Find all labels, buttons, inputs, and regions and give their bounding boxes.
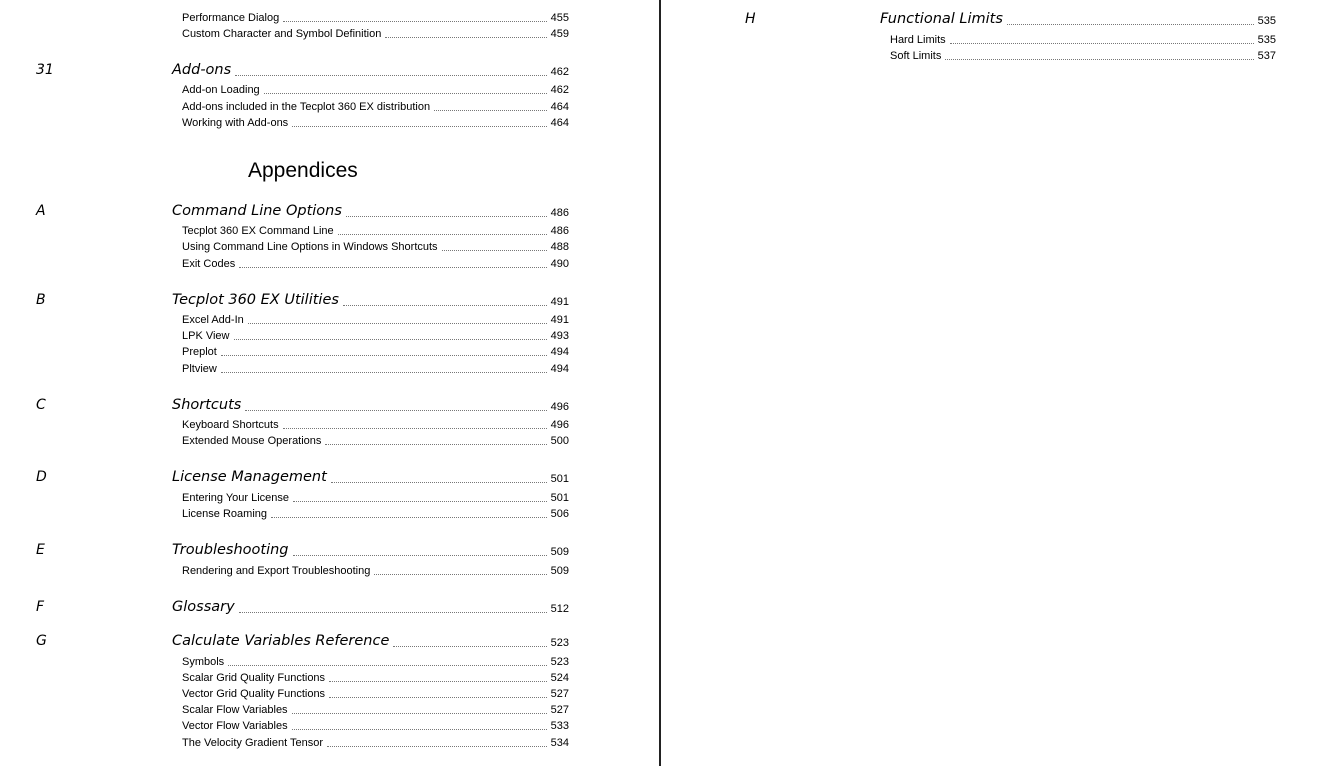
toc-appendix-entry[interactable]	[172, 541, 569, 559]
toc-page-right	[661, 0, 1326, 766]
dot-leader	[221, 355, 547, 356]
appendix-title: Troubleshooting	[172, 542, 289, 558]
dot-leader	[385, 37, 546, 38]
toc-section-entry[interactable]	[182, 346, 569, 359]
toc-section-entry[interactable]	[182, 656, 569, 669]
dot-leader	[283, 21, 546, 22]
toc-section-entry[interactable]	[182, 241, 569, 254]
section-page-number: 462	[550, 84, 569, 96]
section-page-number: 494	[550, 363, 569, 375]
appendix-title: Tecplot 360 EX Utilities	[172, 292, 339, 308]
appendix-page-number: 491	[550, 296, 569, 308]
appendix-title: Shortcuts	[172, 397, 242, 413]
section-page-number: 464	[550, 101, 569, 113]
dot-leader	[442, 250, 547, 251]
section-title: Excel Add-In	[182, 314, 244, 326]
dot-leader	[1007, 24, 1254, 25]
section-title: Performance Dialog	[182, 12, 280, 24]
appendix-letter: G	[36, 633, 47, 649]
dot-leader	[292, 126, 546, 127]
section-page-number: 493	[550, 330, 569, 342]
section-page-number: 506	[550, 508, 569, 520]
dot-leader	[293, 555, 547, 556]
toc-section-entry[interactable]	[182, 258, 569, 271]
section-title: Vector Grid Quality Functions	[182, 688, 326, 700]
toc-section-entry[interactable]	[890, 34, 1276, 47]
dot-leader	[228, 665, 546, 666]
appendix-page-number: 486	[550, 207, 569, 219]
dot-leader	[950, 43, 1254, 44]
appendix-letter: E	[36, 542, 45, 558]
section-title: Scalar Flow Variables	[182, 704, 288, 716]
appendix-letter: A	[36, 203, 46, 219]
appendix-page-number: 523	[550, 637, 569, 649]
dot-leader	[283, 428, 547, 429]
section-page-number: 527	[550, 704, 569, 716]
dot-leader	[271, 517, 547, 518]
section-page-number: 494	[550, 346, 569, 358]
toc-section-entry[interactable]	[182, 672, 569, 685]
section-page-number: 535	[1257, 34, 1276, 46]
section-title: Exit Codes	[182, 258, 236, 270]
dot-leader	[245, 410, 546, 411]
dot-leader	[434, 110, 547, 111]
toc-appendix-entry[interactable]	[172, 468, 569, 486]
section-page-number: 496	[550, 419, 569, 431]
dot-leader	[292, 729, 547, 730]
appendix-title: Glossary	[172, 599, 235, 615]
chapter-page-number: 462	[550, 66, 569, 78]
dot-leader	[327, 746, 547, 747]
section-title: Symbols	[182, 656, 225, 668]
dot-leader	[945, 59, 1253, 60]
toc-section-entry[interactable]	[182, 314, 569, 327]
toc-section-entry[interactable]	[182, 363, 569, 376]
toc-section-entry[interactable]	[182, 435, 569, 448]
toc-page-left	[0, 0, 659, 766]
dot-leader	[292, 713, 547, 714]
section-page-number: 537	[1257, 50, 1276, 62]
section-title: Hard Limits	[890, 34, 946, 46]
section-title: Add-ons included in the Tecplot 360 EX distribution	[182, 101, 431, 113]
section-page-number: 459	[550, 28, 569, 40]
section-title: Vector Flow Variables	[182, 720, 288, 732]
dot-leader	[221, 372, 547, 373]
section-page-number: 523	[550, 656, 569, 668]
section-title: License Roaming	[182, 508, 267, 520]
toc-section-entry[interactable]	[182, 12, 569, 25]
toc-section-entry[interactable]	[182, 84, 569, 97]
dot-leader	[325, 444, 546, 445]
section-title: LPK View	[182, 330, 230, 342]
toc-section-entry[interactable]	[182, 737, 569, 750]
section-title: The Velocity Gradient Tensor	[182, 737, 324, 749]
appendix-letter: B	[36, 292, 46, 308]
section-page-number: 490	[550, 258, 569, 270]
section-title: Add-on Loading	[182, 84, 260, 96]
appendix-page-number: 535	[1257, 15, 1276, 27]
dot-leader	[374, 574, 546, 575]
section-title: Preplot	[182, 346, 217, 358]
section-page-number: 488	[550, 241, 569, 253]
section-page-number: 534	[550, 737, 569, 749]
dot-leader	[234, 339, 547, 340]
section-title: Tecplot 360 EX Command Line	[182, 225, 334, 237]
toc-section-entry[interactable]	[182, 508, 569, 521]
section-title: Pltview	[182, 363, 217, 375]
dot-leader	[329, 681, 547, 682]
appendices-heading: Appendices	[248, 159, 358, 182]
appendix-title: Command Line Options	[172, 203, 342, 219]
toc-section-entry[interactable]	[182, 720, 569, 733]
section-title: Extended Mouse Operations	[182, 435, 322, 447]
dot-leader	[346, 216, 547, 217]
toc-section-entry[interactable]	[182, 225, 569, 238]
dot-leader	[239, 612, 547, 613]
toc-section-entry[interactable]	[182, 565, 569, 578]
dot-leader	[343, 305, 547, 306]
dot-leader	[248, 323, 547, 324]
section-title: Soft Limits	[890, 50, 942, 62]
toc-section-entry[interactable]	[182, 101, 569, 114]
section-title: Scalar Grid Quality Functions	[182, 672, 326, 684]
appendix-letter: C	[36, 397, 46, 413]
appendix-page-number: 496	[550, 401, 569, 413]
section-page-number: 509	[550, 565, 569, 577]
toc-chapter-entry[interactable]	[172, 61, 569, 79]
toc-appendix-entry[interactable]	[172, 598, 569, 616]
toc-section-entry[interactable]	[182, 492, 569, 505]
section-title: Keyboard Shortcuts	[182, 419, 279, 431]
section-page-number: 501	[550, 492, 569, 504]
section-title: Entering Your License	[182, 492, 290, 504]
toc-section-entry[interactable]	[182, 419, 569, 432]
section-title: Using Command Line Options in Windows Shortcuts	[182, 241, 438, 253]
toc-appendix-entry[interactable]	[172, 291, 569, 309]
section-title: Custom Character and Symbol Definition	[182, 28, 382, 40]
appendix-title: Functional Limits	[880, 11, 1003, 27]
dot-leader	[239, 267, 546, 268]
toc-section-entry[interactable]	[182, 688, 569, 701]
dot-leader	[329, 697, 547, 698]
appendix-letter: H	[745, 11, 756, 27]
dot-leader	[293, 501, 547, 502]
section-page-number: 464	[550, 117, 569, 129]
section-page-number: 486	[550, 225, 569, 237]
appendix-title: Calculate Variables Reference	[172, 633, 390, 649]
appendix-letter: F	[36, 599, 45, 615]
toc-section-entry[interactable]	[182, 117, 569, 130]
toc-section-entry[interactable]	[182, 330, 569, 343]
toc-appendix-entry[interactable]	[172, 202, 569, 220]
toc-section-entry[interactable]	[182, 28, 569, 41]
appendix-title: License Management	[172, 469, 327, 485]
section-title: Rendering and Export Troubleshooting	[182, 565, 371, 577]
section-page-number: 524	[550, 672, 569, 684]
dot-leader	[264, 93, 547, 94]
section-page-number: 527	[550, 688, 569, 700]
toc-section-entry[interactable]	[182, 704, 569, 717]
toc-section-entry[interactable]	[890, 50, 1276, 63]
dot-leader	[331, 482, 547, 483]
dot-leader	[338, 234, 547, 235]
appendix-page-number: 512	[550, 603, 569, 615]
appendix-page-number: 509	[550, 546, 569, 558]
toc-appendix-entry[interactable]	[880, 10, 1276, 28]
toc-appendix-entry[interactable]	[172, 632, 569, 650]
chapter-number: 31	[36, 62, 54, 78]
section-page-number: 533	[550, 720, 569, 732]
dot-leader	[235, 75, 546, 76]
appendix-page-number: 501	[550, 473, 569, 485]
section-page-number: 491	[550, 314, 569, 326]
section-page-number: 455	[550, 12, 569, 24]
section-page-number: 500	[550, 435, 569, 447]
chapter-title: Add-ons	[172, 62, 232, 78]
appendix-letter: D	[36, 469, 47, 485]
toc-appendix-entry[interactable]	[172, 396, 569, 414]
dot-leader	[393, 646, 546, 647]
section-title: Working with Add-ons	[182, 117, 289, 129]
